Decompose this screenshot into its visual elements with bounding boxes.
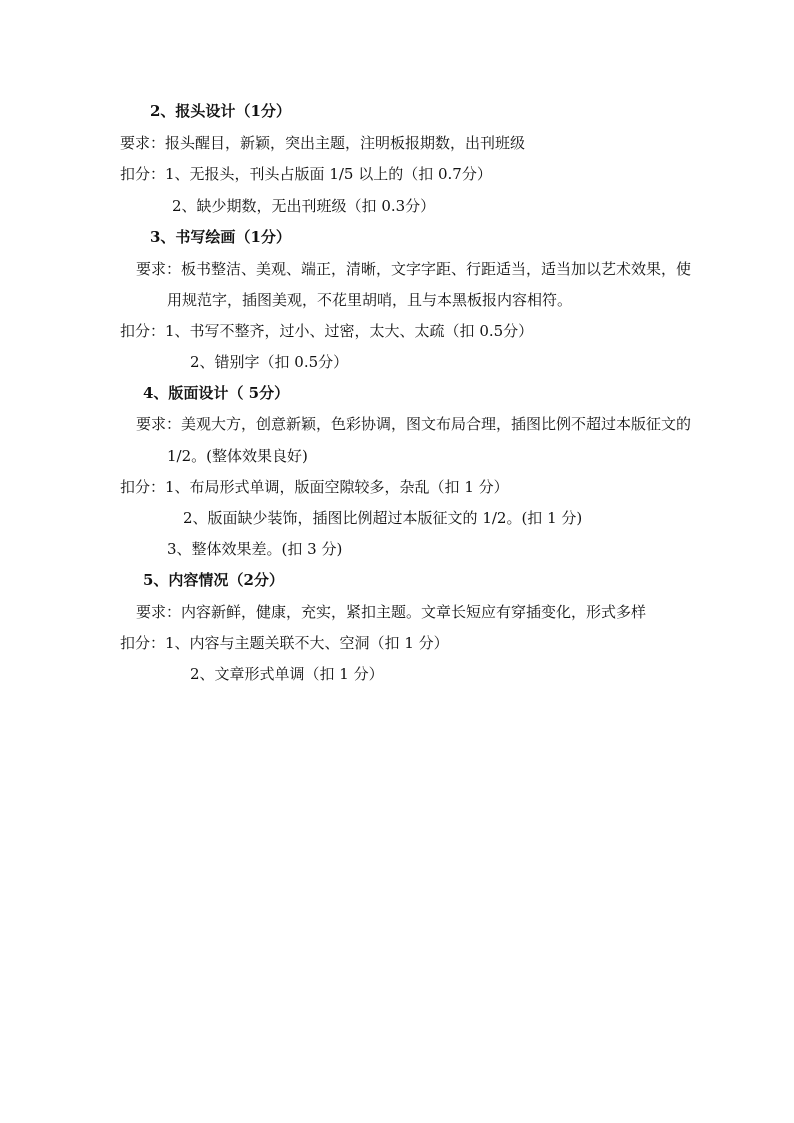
- section-4-requirement-line-1: 要求：美观大方，创意新颖，色彩协调，图文布局合理，插图比例不超过本版征文的: [136, 415, 692, 433]
- section-3-requirement-line-1: 要求：板书整洁、美观、端正，清晰，文字字距、行距适当，适当加以艺术效果，使: [136, 260, 692, 278]
- section-4-deduction-2: 2、版面缺少装饰，插图比例超过本版征文的 1/2。(扣 1 分): [183, 509, 583, 527]
- section-5-heading: 5、内容情况（2分）: [143, 571, 284, 589]
- section-2-deduction-1: 扣分：1、无报头，刊头占版面 1/5 以上的（扣 0.7分）: [120, 165, 492, 183]
- section-3-heading: 3、书写绘画（1分）: [150, 228, 291, 246]
- section-2-heading: 2、报头设计（1分）: [150, 102, 291, 120]
- section-3-deduction-2: 2、错别字（扣 0.5分）: [190, 353, 349, 371]
- section-5-requirement: 要求：内容新鲜，健康，充实，紧扣主题。文章长短应有穿插变化，形式多样: [136, 603, 647, 621]
- section-3-requirement-line-2: 用规范字，插图美观，不花里胡哨，且与本黑板报内容相符。: [167, 291, 573, 309]
- section-2-requirement: 要求：报头醒目，新颖，突出主题，注明板报期数，出刊班级: [120, 134, 526, 152]
- section-4-deduction-3: 3、整体效果差。(扣 3 分): [167, 540, 343, 558]
- section-5-deduction-1: 扣分：1、内容与主题关联不大、空洞（扣 1 分）: [120, 634, 449, 652]
- section-4-requirement-line-2: 1/2。(整体效果良好): [167, 447, 308, 465]
- section-5-deduction-2: 2、文章形式单调（扣 1 分）: [190, 665, 384, 683]
- section-4-deduction-1: 扣分：1、布局形式单调，版面空隙较多，杂乱（扣 1 分）: [120, 478, 509, 496]
- section-2-deduction-2: 2、缺少期数，无出刊班级（扣 0.3分）: [172, 197, 436, 215]
- section-3-deduction-1: 扣分：1、书写不整齐，过小、过密，太大、太疏（扣 0.5分）: [120, 322, 534, 340]
- section-4-heading: 4、版面设计（ 5分）: [143, 384, 290, 402]
